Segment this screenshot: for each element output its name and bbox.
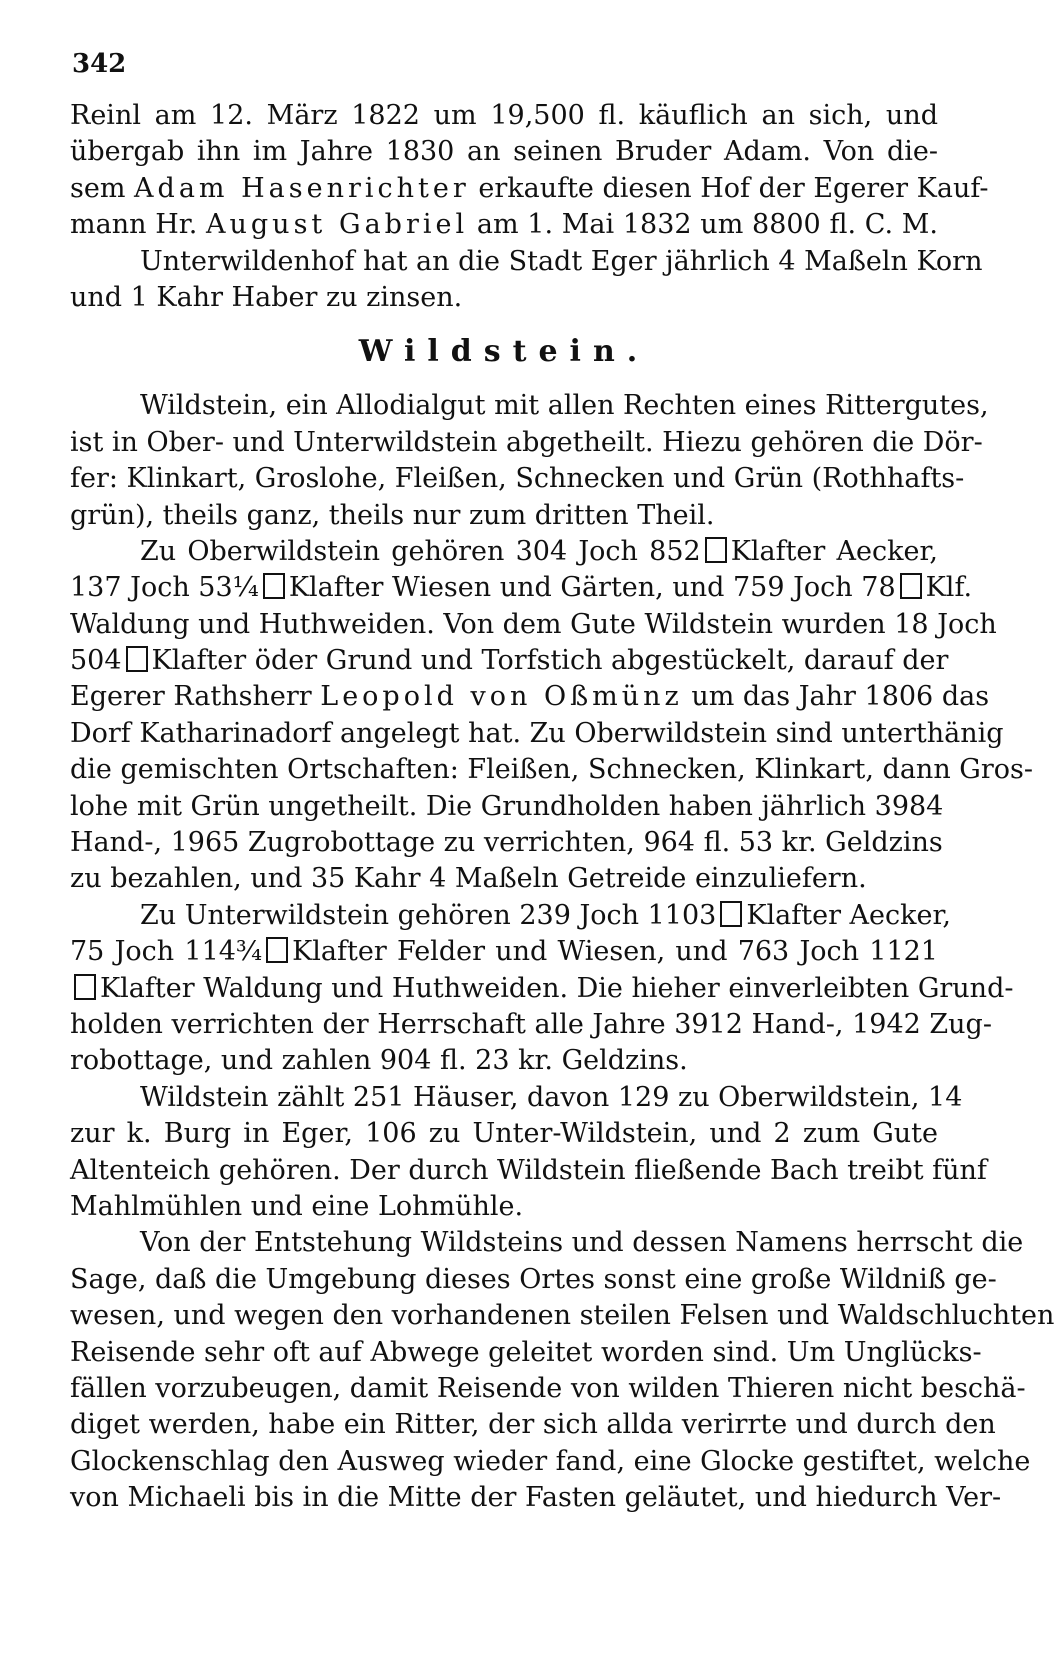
text-line: und 1 Kahr Haber zu zinsen.	[70, 281, 463, 313]
text-line: Waldung und Huthweiden. Von dem Gute Wildstein wurden 18 Joch	[70, 608, 997, 640]
text-line: Altenteich gehören. Der durch Wildstein fließende Bach treibt fünf	[70, 1154, 987, 1186]
text-line: Unterwildenhof hat an die Stadt Eger jährlich 4 Maßeln Korn	[140, 245, 983, 277]
text-line: holden verrichten der Herrschaft alle Jahre 3912 Hand-, 1942 Zug-	[70, 1008, 992, 1040]
text-line: Reinl am 12. März 1822 um 19,500 fl. käuflich an sich, und	[70, 100, 938, 131]
text-line: von Michaeli bis in die Mitte der Fasten geläutet, und hiedurch Ver-	[70, 1482, 1002, 1514]
text-line: zu bezahlen, und 35 Kahr 4 Maßeln Getreide einzuliefern.	[70, 863, 867, 895]
text-line: die gemischten Ortschaften: Fleißen, Schnecken, Klinkart, dann Gros-	[70, 754, 1033, 786]
square-symbol	[74, 974, 96, 1000]
text-line: übergab ihn im Jahre 1830 an seinen Bruder Adam. Von die-	[70, 136, 938, 168]
page-number: 342	[72, 49, 127, 79]
square-symbol	[266, 937, 288, 963]
text-line: ist in Ober- und Unterwildstein abgetheilt. Hiezu gehören die Dör-	[70, 426, 983, 458]
square-symbol	[900, 573, 922, 599]
text-line: Glockenschlag den Ausweg wieder fand, eine Glocke gestiftet, welche	[70, 1445, 1031, 1477]
square-symbol	[705, 537, 727, 563]
square-symbol	[263, 573, 285, 599]
text-line: zur k. Burg in Eger, 106 zu Unter-Wildstein, und 2 zum Gute	[70, 1118, 938, 1150]
text-line: Mahlmühlen und eine Lohmühle.	[70, 1190, 524, 1222]
text-line: grün), theils ganz, theils nur zum dritten Theil.	[70, 499, 715, 531]
text-line: robottage, und zahlen 904 fl. 23 kr. Geldzins.	[70, 1045, 688, 1077]
square-symbol	[126, 646, 148, 672]
text-line: Wildstein zählt 251 Häuser, davon 129 zu Oberwildstein, 14	[140, 1081, 963, 1113]
square-symbol	[720, 901, 742, 927]
text-line: Von der Entstehung Wildsteins und dessen Namens herrscht die	[140, 1227, 1024, 1259]
text-line: Hand-, 1965 Zugrobottage zu verrichten, 964 fl. 53 kr. Geldzins	[70, 827, 943, 859]
text-line: Dorf Katharinadorf angelegt hat. Zu Oberwildstein sind unterthänig	[70, 717, 1004, 749]
text-line: Klafter Waldung und Huthweiden. Die hieher einverleibten Grund-	[70, 971, 938, 1007]
text-line: mann Hr. August Gabriel am 1. Mai 1832 um 8800 fl. C. M.	[70, 209, 938, 241]
text-line: wesen, und wegen den vorhandenen steilen Felsen und Waldschluchten	[70, 1300, 1054, 1332]
text-line: Egerer Rathsherr Leopold von Oßmünz um das Jahr 1806 das	[70, 681, 990, 713]
text-line: Zu Oberwildstein gehören 304 Joch 852 Klafter Aecker,	[140, 535, 938, 567]
text-line: Sage, daß die Umgebung dieses Ortes sonst eine große Wildniß ge-	[70, 1263, 997, 1295]
person-name: Adam Hasenrichter	[134, 172, 470, 204]
person-name: August Gabriel	[206, 209, 469, 241]
text-line: lohe mit Grün ungetheilt. Die Grundholden haben jährlich 3984	[70, 790, 944, 822]
text-line: Reisende sehr oft auf Abwege geleitet worden sind. Um Unglücks-	[70, 1336, 982, 1368]
text-line: fällen vorzubeugen, damit Reisende von wilden Thieren nicht beschä-	[70, 1372, 1026, 1404]
text-line: 75 Joch 114¾ Klafter Felder und Wiesen, und 763 Joch 1121	[70, 936, 938, 968]
text-line: fer: Klinkart, Groslohe, Fleißen, Schnecken und Grün (Rothhafts-	[70, 463, 965, 495]
person-name: Leopold von Oßmünz	[320, 681, 683, 713]
text-line: Zu Unterwildstein gehören 239 Joch 1103 Klafter Aecker,	[140, 899, 952, 931]
text-line: diget werden, habe ein Ritter, der sich allda verirrte und durch den	[70, 1409, 996, 1441]
text-line: sem Adam Hasenrichter erkaufte diesen Hof der Egerer Kauf-	[70, 172, 989, 204]
text-line: 137 Joch 53¼ Klafter Wiesen und Gärten, und 759 Joch 78 Klf.	[70, 572, 973, 604]
text-line: Wildstein, ein Allodialgut mit allen Rechten eines Rittergutes,	[140, 390, 989, 422]
text-line: 504 Klafter öder Grund und Torfstich abgestückelt, darauf der	[70, 645, 949, 677]
section-heading: Wildstein.	[358, 334, 650, 370]
book-page	[70, 48, 1054, 1516]
